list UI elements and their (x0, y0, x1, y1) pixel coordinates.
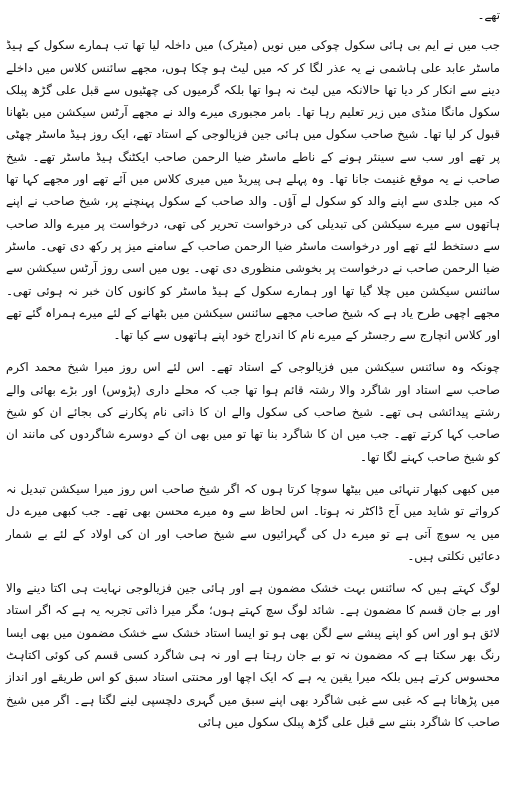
paragraph-science-subject: لوگ کہتے ہیں کہ سائنس بہت خشک مضمون ہے اور ہائی جین فزیالوجی نہایت ہی اکتا دینے والا اور بے جان قسم کا مضمون ہے۔ شائد لوگ سچ کہتے ہوں؛ مگر میرا ذاتی تجربہ یہ ہے کہ اگر استاد لائق ہو اور اس کو اپنے پیشے سے لگن بھی ہو تو ایسا استاد خشک سے خشک مضمون میں بھی ایسا رنگ بھر سکتا ہے کہ مضمون نہ تو بے جان رہتا ہے اور نہ ہی شاگرد کسی قسم کی کوئی اکتاہٹ محسوس کرتے ہیں بلکہ میرا یقین یہ ہے کہ ایک اچھا اور محنتی استاد سبق کو اس طریقے اور انداز میں پڑھاتا ہے کہ غبی سے غبی شاگرد بھی اپنے سبق میں گہری دلچسپی لینے لگتا ہے۔ اگر میں شیخ صاحب کا شاگرد بننے سے قبل علی گڑھ پبلک سکول میں ہائی (6, 581, 500, 729)
paragraph-section-change: جب میں نے ایم بی ہائی سکول چوکی میں نویں (میٹرک) میں داخلہ لیا تھا تب ہمارے سکول کے ہیڈ ماسٹر عابد علی ہاشمی نے یہ عذر لگا کر کہ میں لیٹ ہو چکا ہوں، مجھے سائنس کلاس میں داخلے دینے سے انکار کر دیا تھا حالانکہ میں لیٹ نہ ہوا تھا بلکہ گرمیوں کی چھٹیوں سے قبل علی گڑھ پبلک سکول مانگا منڈی میں زیر تعلیم رہا تھا۔ بامر مجبوری میرے والد نے مجھے آرٹس سیکشن میں بٹھانا قبول کر لیا تھا۔ شیخ صاحب سکول میں ہائی جین فزیالوجی کے استاد تھے، ایک روز ہیڈ ماسٹر چھٹی پر تھے اور سب سے سینئر ہونے کے ناطے ماسٹر ضیا الرحمن صاحب ایکٹنگ ہیڈ ماسٹر تھے۔ شیخ صاحب نے یہ موقع غنیمت جانا تھا۔ وہ پہلے ہی پیریڈ میں میری کلاس میں آئے تھے اور مجھے کہا تھا کہ میں جلدی سے اپنے والد کو سکول لے آؤں۔ والد صاحب کے سکول پہنچنے پر، شیخ صاحب نے اپنے ہاتھوں سے میرے سیکشن کی تبدیلی کی درخواست تحریر کی تھی، درخواست پر میرے والد صاحب سے دستخط لئے تھے اور درخواست ماسٹر ضیا الرحمن صاحب کے سامنے میز پر رکھ دی تھی۔ ماسٹر ضیا الرحمن صاحب نے درخواست پر بخوشی منظوری دی تھی۔ یوں میں اسی روز آرٹس سیکشن سے سائنس سیکشن میں چلا گیا تھا اور ہمارے سکول کے ہیڈ ماسٹر کو کانوں کان خبر نہ ہوئی تھی۔ مجھے اچھی طرح یاد ہے کہ شیخ صاحب مجھے سائنس سیکشن میں بٹھانے کے لئے میرے ہمراہ گئے تھے اور کلاس انچارج سے رجسٹر کے میرے نام کا اندراج خود اپنے ہاتھوں سے کیا تھا۔ (6, 38, 500, 343)
paragraph-continuation: تھے۔ (477, 8, 500, 22)
paragraph-teacher-relation: چونکہ وہ سائنس سیکشن میں فزیالوجی کے استاد تھے۔ اس لئے اس روز میرا شیخ محمد اکرم صاحب سے استاد اور شاگرد والا رشتہ قائم ہوا تھا جب کہ محلے داری (پڑوس) اور بڑے بھائی والے رشتے پیدائشی ہی تھے۔ شیخ صاحب کی سکول والے ان کا ذاتی نام پکارنے کی بجائے ان کو شیخ صاحب کہا کرتے تھے۔ جب میں ان کا شاگرد بنا تھا تو میں بھی ان کے دوسرے شاگردوں کی مانند ان کو شیخ صاحب کہنے لگا تھا۔ (6, 360, 500, 464)
paragraph-gratitude: میں کبھی کبھار تنہائی میں بیٹھا سوچا کرتا ہوں کہ اگر شیخ صاحب اس روز میرا سیکشن تبدیل نہ کرواتے تو شاید میں آج ڈاکٹر نہ ہوتا۔ اس لحاظ سے وہ میرے محسن بھی تھے۔ جب کبھی میرے دل میں یہ سوچ آتی ہے تو میرے دل کی گہرائیوں سے شیخ صاحب اور ان کی اولاد کے لئے بے شمار دعائیں نکلتی ہیں۔ (6, 481, 500, 563)
